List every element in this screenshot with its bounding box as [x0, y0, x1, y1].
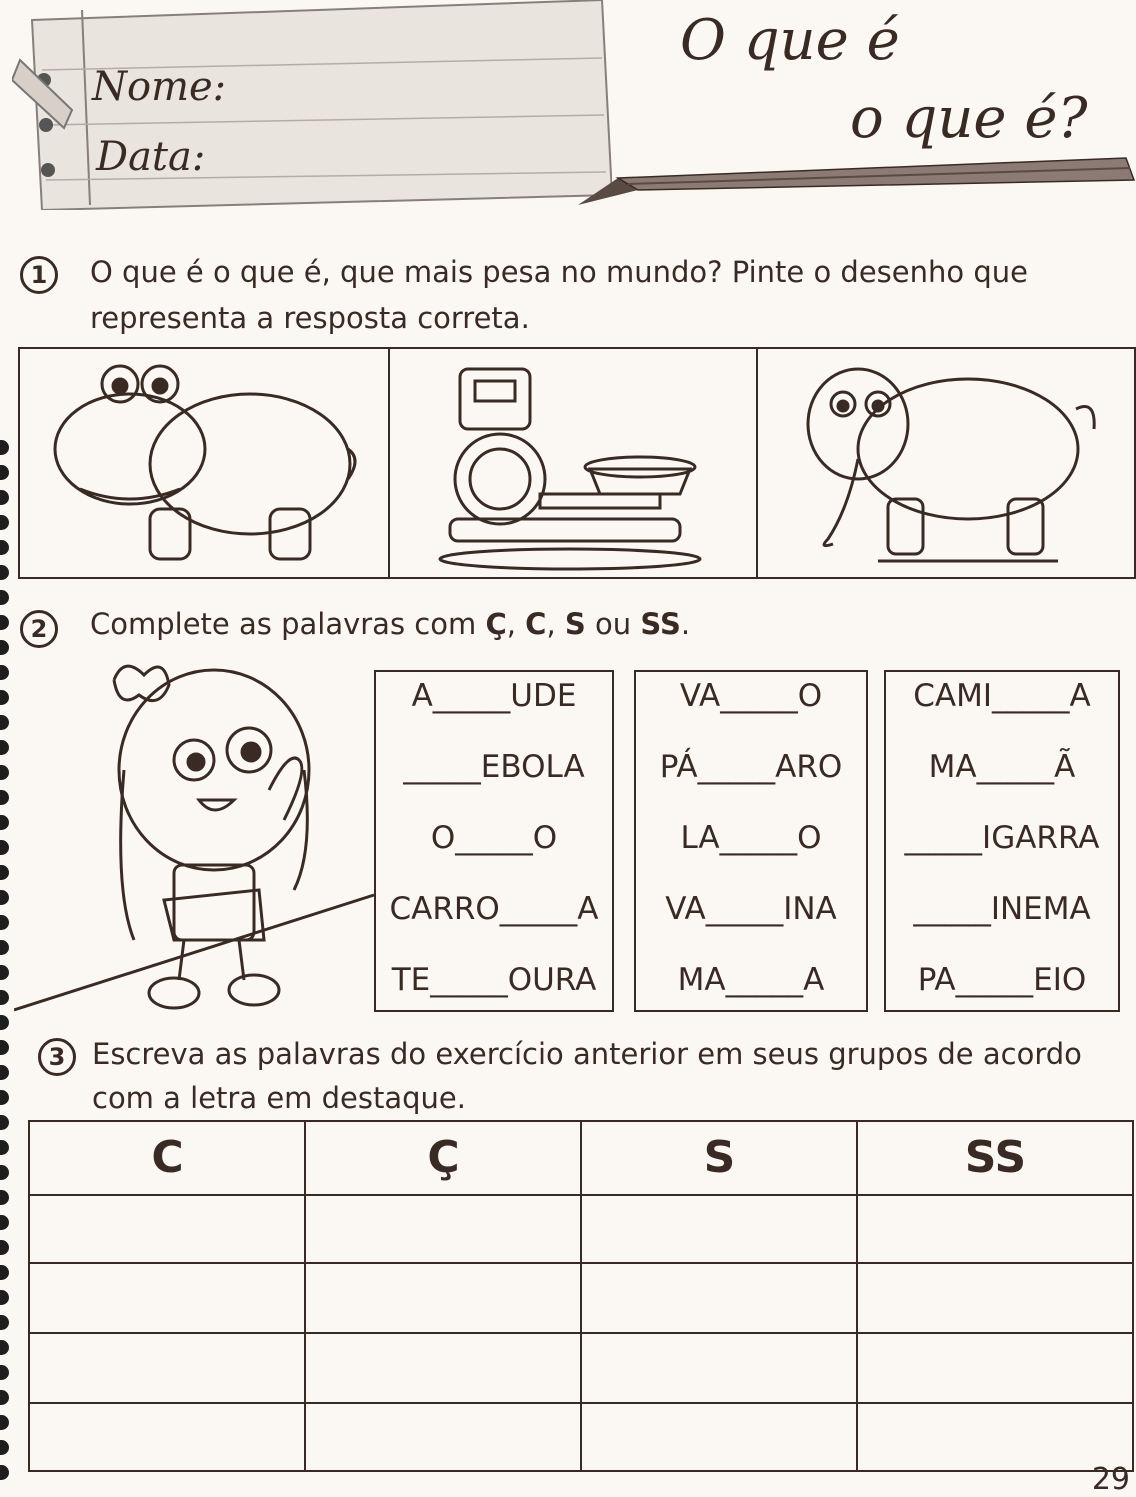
answer-cell[interactable] [32, 1196, 302, 1260]
spiral-ring [0, 1290, 9, 1305]
spiral-ring [0, 590, 9, 605]
spiral-ring [0, 1015, 9, 1030]
spiral-ring [0, 1190, 9, 1205]
elephant-option[interactable] [758, 349, 1136, 577]
spiral-ring [0, 890, 9, 905]
spiral-ring [0, 1365, 9, 1380]
spiral-ring [0, 640, 9, 655]
column-header-c-cedilla: Ç [427, 1132, 460, 1183]
spiral-ring [0, 1415, 9, 1430]
answer-cell[interactable] [860, 1264, 1130, 1328]
spiral-ring [0, 1065, 9, 1080]
spiral-ring [0, 1240, 9, 1255]
letter-s: S [564, 607, 586, 641]
spiral-ring [0, 1115, 9, 1130]
spiral-ring [0, 565, 9, 580]
answer-cell[interactable] [860, 1404, 1130, 1468]
answer-cell[interactable] [308, 1404, 578, 1468]
fill-in-word[interactable]: MA_____A [677, 962, 825, 998]
spiral-ring [0, 1440, 9, 1455]
column-header-c: C [151, 1132, 184, 1183]
answer-cell[interactable] [584, 1334, 854, 1398]
spiral-binding [0, 440, 14, 1490]
spiral-ring [0, 965, 9, 980]
question-2-number: 2 [20, 610, 58, 648]
spiral-ring [0, 1040, 9, 1055]
page-title-line1: O que é [680, 8, 900, 73]
spiral-ring [0, 840, 9, 855]
spiral-ring [0, 715, 9, 730]
divider [580, 1122, 582, 1470]
answer-cell[interactable] [584, 1264, 854, 1328]
word-column-1 [374, 670, 614, 1012]
answer-cell[interactable] [32, 1334, 302, 1398]
name-label: Nome: [92, 64, 227, 110]
question-2-text [90, 602, 690, 646]
column-header-ss: SS [964, 1132, 1027, 1183]
spiral-ring [0, 940, 9, 955]
elephant-icon [758, 349, 1134, 577]
spiral-ring [0, 740, 9, 755]
spiral-ring [0, 1140, 9, 1155]
question-3-number: 3 [38, 1038, 76, 1076]
question-3-text-line1: Escreva as palavras do exercício anterior em seus grupos de acordo [92, 1037, 1082, 1071]
spiral-ring [0, 615, 9, 630]
answer-table [28, 1120, 1134, 1472]
spiral-ring [0, 1340, 9, 1355]
page-title-line2: o que é? [850, 86, 1088, 151]
spiral-ring [0, 1265, 9, 1280]
pencil-icon [578, 150, 1136, 210]
spiral-ring [0, 990, 9, 1005]
spiral-ring [0, 665, 9, 680]
scale-icon [390, 349, 754, 577]
divider [856, 1122, 858, 1470]
question-1-number: 1 [20, 256, 58, 294]
answer-cell[interactable] [308, 1334, 578, 1398]
letter-c: C [525, 607, 547, 641]
question-2-text-prefix: Complete as palavras com [90, 607, 486, 641]
date-label: Data: [96, 134, 206, 180]
question-3-text-line2: com a letra em destaque. [92, 1081, 466, 1115]
spiral-ring [0, 690, 9, 705]
answer-cell[interactable] [308, 1264, 578, 1328]
separator: , [546, 607, 565, 641]
answer-cell[interactable] [308, 1196, 578, 1260]
spiral-ring [0, 865, 9, 880]
spiral-ring [0, 540, 9, 555]
column-header-s: S [703, 1132, 736, 1183]
spiral-ring [0, 1465, 9, 1480]
fill-in-word[interactable]: O_____O [430, 820, 558, 856]
fill-in-word[interactable]: TE_____OURA [391, 962, 597, 998]
fill-in-word[interactable]: _____EBOLA [403, 749, 585, 785]
separator: , [506, 607, 526, 641]
letter-c-cedilla: Ç [485, 607, 507, 641]
hippo-option[interactable] [20, 349, 390, 577]
fill-in-word[interactable]: VA_____O [679, 678, 823, 714]
spiral-ring [0, 490, 9, 505]
fill-in-word[interactable]: CAMI_____A [913, 678, 1091, 714]
scale-option[interactable] [390, 349, 758, 577]
spiral-ring [0, 1215, 9, 1230]
fill-in-word[interactable]: MA_____Ã [928, 749, 1076, 785]
spiral-ring [0, 790, 9, 805]
divider [304, 1122, 306, 1470]
spiral-ring [0, 915, 9, 930]
letter-ss: SS [640, 607, 681, 641]
word-column-3 [884, 670, 1120, 1012]
spiral-ring [0, 1390, 9, 1405]
spiral-ring [0, 465, 9, 480]
page-number: 29 [1091, 1462, 1130, 1497]
spiral-ring [0, 515, 9, 530]
spiral-ring [0, 1090, 9, 1105]
spiral-ring [0, 1165, 9, 1180]
question-1-text-line1: O que é o que é, que mais pesa no mundo? Pinte o desenho que [90, 255, 1028, 289]
fill-in-word[interactable]: VA_____INA [665, 891, 837, 927]
answer-cell[interactable] [32, 1264, 302, 1328]
answer-images-strip [18, 347, 1136, 579]
fill-in-word[interactable]: LA_____O [680, 820, 822, 856]
spiral-ring [0, 1315, 9, 1330]
hippo-icon [20, 349, 386, 577]
spiral-ring [0, 440, 9, 455]
name-date-card [12, 0, 612, 210]
answer-cell[interactable] [584, 1404, 854, 1468]
separator: ou [585, 607, 641, 641]
girl-waving-illustration [14, 650, 384, 1020]
fill-in-word[interactable]: _____IGARRA [904, 820, 1100, 856]
fill-in-word[interactable]: _____INEMA [913, 891, 1091, 927]
question-1-text-line2: representa a resposta correta. [90, 301, 530, 335]
spiral-ring [0, 815, 9, 830]
fill-in-word[interactable]: PA_____EIO [917, 962, 1087, 998]
answer-cell[interactable] [584, 1196, 854, 1260]
spiral-ring [0, 765, 9, 780]
fill-in-word[interactable]: A_____UDE [411, 678, 577, 714]
period: . [680, 607, 691, 641]
answer-cell[interactable] [860, 1196, 1130, 1260]
word-column-2 [634, 670, 868, 1012]
answer-cell[interactable] [32, 1404, 302, 1468]
answer-cell[interactable] [860, 1334, 1130, 1398]
fill-in-word[interactable]: PÁ_____ARO [659, 749, 843, 785]
fill-in-word[interactable]: CARRO_____A [389, 891, 599, 927]
